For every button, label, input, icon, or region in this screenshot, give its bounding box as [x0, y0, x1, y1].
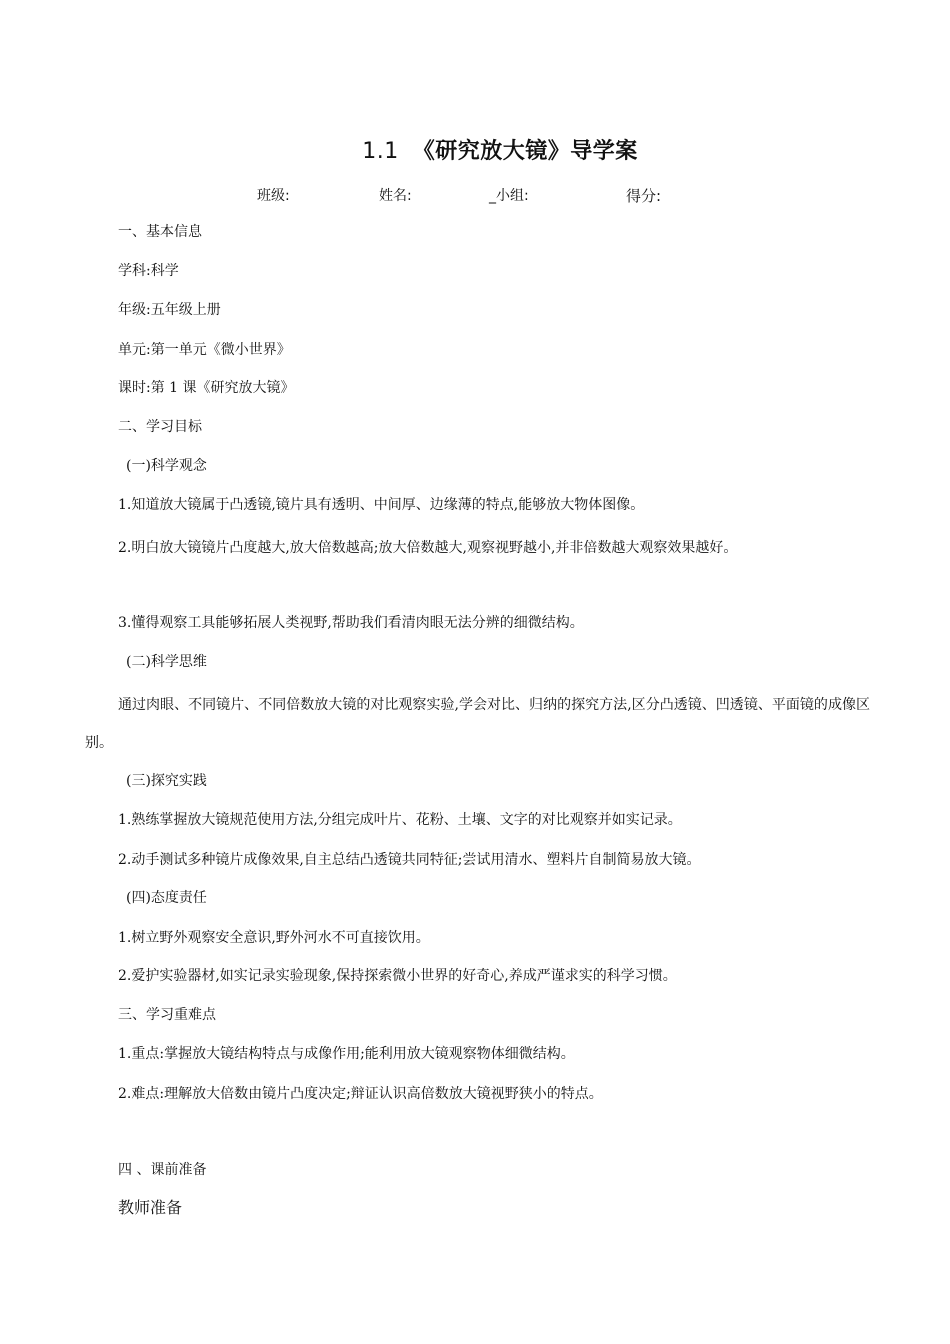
objective-item: 1.树立野外观察安全意识,野外河水不可直接饮用。 [118, 930, 430, 946]
grade-line: 年级:五年级上册 [118, 302, 221, 318]
title-text: 《研究放大镜》导学案 [412, 139, 638, 164]
subheading-science-thinking: (二)科学思维 [126, 654, 207, 670]
objective-item: 通过肉眼、不同镜片、不同倍数放大镜的对比观察实验,学会对比、归纳的探究方法,区分凸透镜、凹透镜、平面镜的成像区别。 [85, 697, 870, 751]
objective-item: 2.爱护实验器材,如实记录实验现象,保持探索微小世界的好奇心,养成严谨求实的科学习惯。 [118, 968, 677, 984]
title-number: 1.1 [362, 139, 399, 164]
group-field-label: _小组: [489, 188, 529, 204]
objective-item: 1.知道放大镜属于凸透镜,镜片具有透明、中间厚、边缘薄的特点,能够放大物体图像。 [118, 497, 645, 513]
section-heading-key-points: 三、学习重难点 [118, 1007, 216, 1023]
subheading-attitude-responsibility: (四)态度责任 [126, 890, 207, 906]
lesson-line: 课时:第 1 课《研究放大镜》 [118, 380, 295, 396]
unit-line: 单元:第一单元《微小世界》 [118, 342, 291, 358]
subject-line: 学科:科学 [118, 263, 179, 279]
section-heading-basic-info: 一、基本信息 [118, 224, 202, 240]
section-heading-objectives: 二、学习目标 [118, 419, 202, 435]
document-title [0, 134, 950, 165]
objective-item: 2.动手测试多种镜片成像效果,自主总结凸透镜共同特征;尝试用清水、塑料片自制简易放大镜。 [118, 852, 701, 868]
subheading-inquiry-practice: (三)探究实践 [126, 773, 207, 789]
score-field-label: 得分: [626, 187, 662, 205]
class-field-label: 班级: [257, 188, 290, 204]
subheading-science-concept: (一)科学观念 [126, 458, 207, 474]
section-heading-preparation: 四 、课前准备 [118, 1162, 207, 1178]
difficult-point-item: 2.难点:理解放大倍数由镜片凸度决定;辩证认识高倍数放大镜视野狭小的特点。 [118, 1086, 603, 1102]
teacher-preparation-label: 教师准备 [118, 1198, 183, 1217]
objective-item: 1.熟练掌握放大镜规范使用方法,分组完成叶片、花粉、土壤、文字的对比观察并如实记录。 [118, 812, 682, 828]
objective-item: 2.明白放大镜镜片凸度越大,放大倍数越高;放大倍数越大,观察视野越小,并非倍数越大观察效果越好。 [118, 540, 738, 556]
name-field-label: 姓名: [379, 188, 412, 204]
key-point-item: 1.重点:掌握放大镜结构特点与成像作用;能利用放大镜观察物体细微结构。 [118, 1046, 575, 1062]
objective-item: 3.懂得观察工具能够拓展人类视野,帮助我们看清肉眼无法分辨的细微结构。 [118, 615, 584, 631]
